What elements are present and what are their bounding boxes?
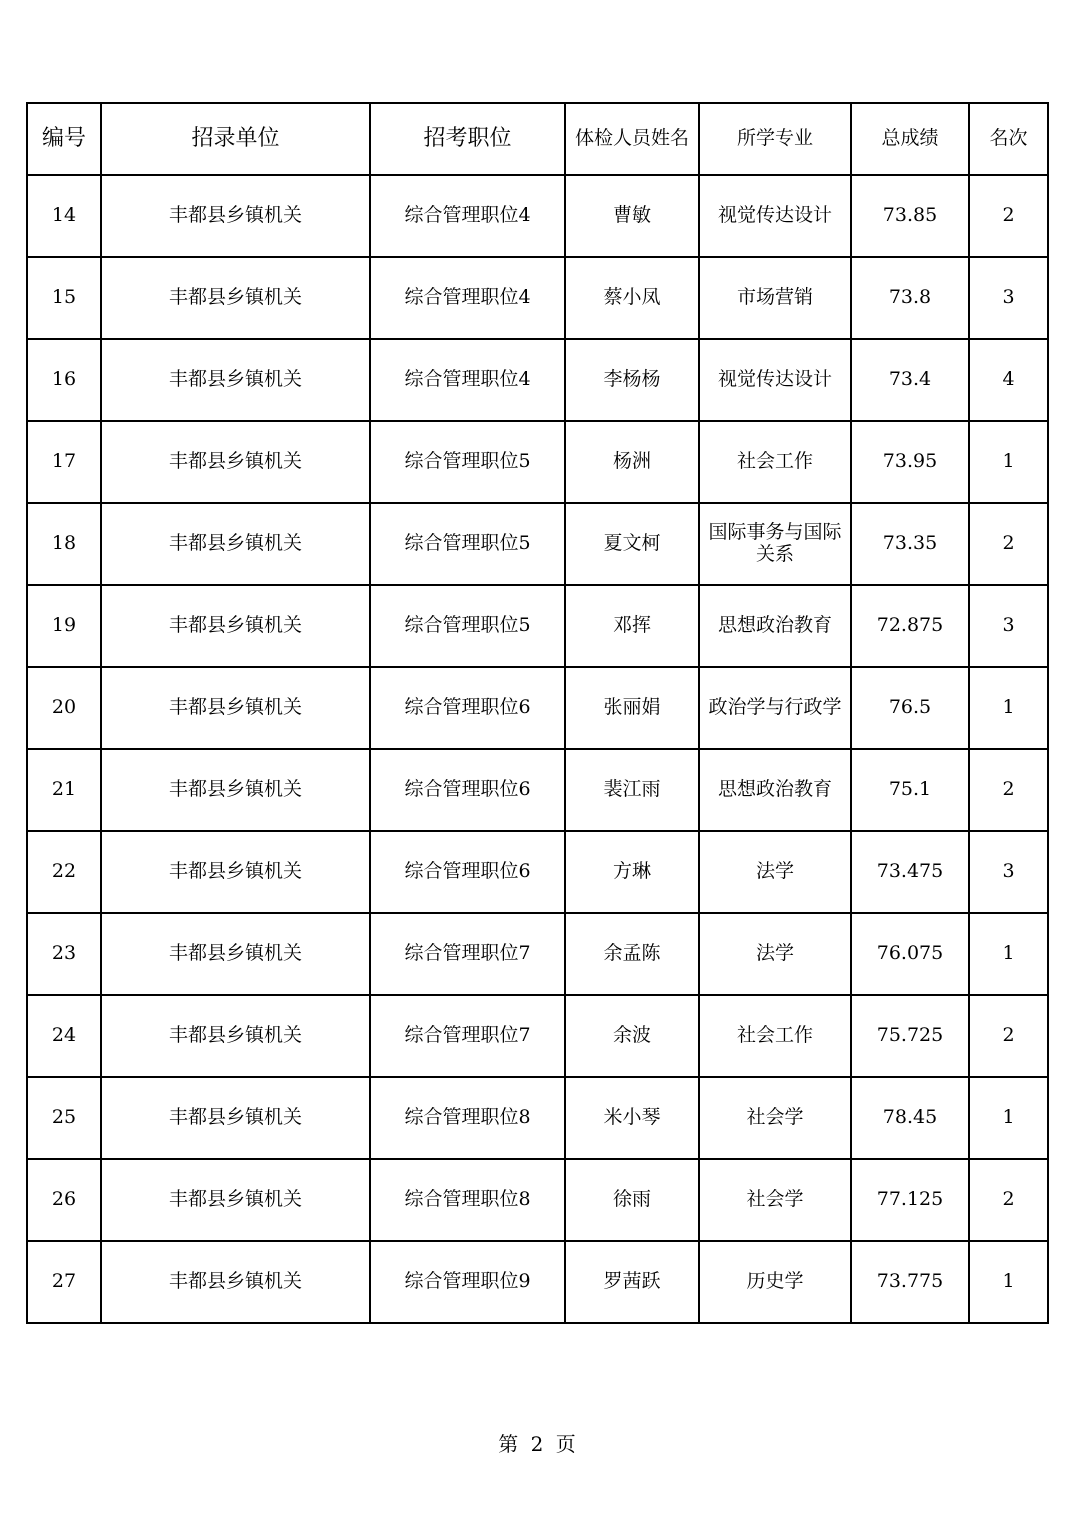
cell-major: 法学 xyxy=(699,831,851,913)
cell-employer: 丰都县乡镇机关 xyxy=(101,995,370,1077)
cell-total-score: 73.95 xyxy=(851,421,969,503)
cell-total-score: 73.4 xyxy=(851,339,969,421)
cell-id: 21 xyxy=(27,749,101,831)
cell-rank: 3 xyxy=(969,257,1048,339)
cell-id: 27 xyxy=(27,1241,101,1323)
cell-major: 思想政治教育 xyxy=(699,585,851,667)
header-total-score: 总成绩 xyxy=(851,103,969,175)
table-row xyxy=(27,749,1048,831)
cell-major: 视觉传达设计 xyxy=(699,339,851,421)
cell-rank: 1 xyxy=(969,421,1048,503)
cell-total-score: 73.8 xyxy=(851,257,969,339)
cell-major: 历史学 xyxy=(699,1241,851,1323)
cell-employer: 丰都县乡镇机关 xyxy=(101,257,370,339)
table-row xyxy=(27,995,1048,1077)
cell-position: 综合管理职位9 xyxy=(370,1241,565,1323)
header-position: 招考职位 xyxy=(370,103,565,175)
table-row xyxy=(27,667,1048,749)
table-row xyxy=(27,1159,1048,1241)
header-employer: 招录单位 xyxy=(101,103,370,175)
cell-candidate-name: 徐雨 xyxy=(565,1159,699,1241)
cell-rank: 1 xyxy=(969,1241,1048,1323)
cell-employer: 丰都县乡镇机关 xyxy=(101,1077,370,1159)
cell-major: 社会学 xyxy=(699,1159,851,1241)
cell-rank: 4 xyxy=(969,339,1048,421)
cell-employer: 丰都县乡镇机关 xyxy=(101,175,370,257)
table-row xyxy=(27,421,1048,503)
cell-total-score: 76.5 xyxy=(851,667,969,749)
cell-rank: 2 xyxy=(969,995,1048,1077)
cell-major: 政治学与行政学 xyxy=(699,667,851,749)
table-row xyxy=(27,831,1048,913)
table-row xyxy=(27,257,1048,339)
cell-id: 14 xyxy=(27,175,101,257)
cell-major: 社会学 xyxy=(699,1077,851,1159)
table-header-row xyxy=(27,103,1048,175)
table-row xyxy=(27,175,1048,257)
cell-candidate-name: 蔡小凤 xyxy=(565,257,699,339)
cell-position: 综合管理职位7 xyxy=(370,995,565,1077)
cell-major: 国际事务与国际关系 xyxy=(699,503,851,585)
cell-rank: 2 xyxy=(969,503,1048,585)
header-id: 编号 xyxy=(27,103,101,175)
cell-candidate-name: 李杨杨 xyxy=(565,339,699,421)
cell-position: 综合管理职位6 xyxy=(370,831,565,913)
cell-candidate-name: 罗茜跃 xyxy=(565,1241,699,1323)
cell-total-score: 78.45 xyxy=(851,1077,969,1159)
table-row xyxy=(27,1077,1048,1159)
cell-position: 综合管理职位6 xyxy=(370,667,565,749)
table-row xyxy=(27,585,1048,667)
cell-major: 市场营销 xyxy=(699,257,851,339)
cell-major: 法学 xyxy=(699,913,851,995)
cell-position: 综合管理职位5 xyxy=(370,503,565,585)
header-rank: 名次 xyxy=(969,103,1048,175)
cell-employer: 丰都县乡镇机关 xyxy=(101,421,370,503)
cell-position: 综合管理职位8 xyxy=(370,1077,565,1159)
cell-position: 综合管理职位7 xyxy=(370,913,565,995)
cell-candidate-name: 裴江雨 xyxy=(565,749,699,831)
cell-employer: 丰都县乡镇机关 xyxy=(101,1241,370,1323)
cell-candidate-name: 曹敏 xyxy=(565,175,699,257)
cell-position: 综合管理职位4 xyxy=(370,175,565,257)
cell-rank: 1 xyxy=(969,1077,1048,1159)
cell-major: 思想政治教育 xyxy=(699,749,851,831)
cell-id: 15 xyxy=(27,257,101,339)
cell-major: 社会工作 xyxy=(699,995,851,1077)
cell-employer: 丰都县乡镇机关 xyxy=(101,749,370,831)
cell-candidate-name: 米小琴 xyxy=(565,1077,699,1159)
cell-id: 18 xyxy=(27,503,101,585)
cell-total-score: 73.475 xyxy=(851,831,969,913)
cell-id: 23 xyxy=(27,913,101,995)
cell-id: 16 xyxy=(27,339,101,421)
cell-candidate-name: 张丽娟 xyxy=(565,667,699,749)
results-table xyxy=(26,102,1049,1324)
table-row xyxy=(27,503,1048,585)
cell-id: 17 xyxy=(27,421,101,503)
table-row xyxy=(27,1241,1048,1323)
header-major: 所学专业 xyxy=(699,103,851,175)
cell-candidate-name: 余孟陈 xyxy=(565,913,699,995)
cell-position: 综合管理职位4 xyxy=(370,257,565,339)
cell-employer: 丰都县乡镇机关 xyxy=(101,831,370,913)
cell-rank: 1 xyxy=(969,913,1048,995)
cell-candidate-name: 邓挥 xyxy=(565,585,699,667)
cell-candidate-name: 余波 xyxy=(565,995,699,1077)
page-number: 第 2 页 xyxy=(498,1432,576,1456)
cell-employer: 丰都县乡镇机关 xyxy=(101,503,370,585)
cell-total-score: 73.775 xyxy=(851,1241,969,1323)
cell-position: 综合管理职位5 xyxy=(370,585,565,667)
cell-candidate-name: 夏文柯 xyxy=(565,503,699,585)
table-row xyxy=(27,913,1048,995)
table-row xyxy=(27,339,1048,421)
table-body xyxy=(27,175,1048,1323)
cell-rank: 3 xyxy=(969,585,1048,667)
cell-total-score: 73.35 xyxy=(851,503,969,585)
cell-position: 综合管理职位4 xyxy=(370,339,565,421)
cell-id: 26 xyxy=(27,1159,101,1241)
cell-total-score: 75.1 xyxy=(851,749,969,831)
cell-employer: 丰都县乡镇机关 xyxy=(101,667,370,749)
cell-id: 20 xyxy=(27,667,101,749)
cell-rank: 2 xyxy=(969,175,1048,257)
cell-major: 社会工作 xyxy=(699,421,851,503)
cell-rank: 2 xyxy=(969,749,1048,831)
cell-rank: 1 xyxy=(969,667,1048,749)
cell-candidate-name: 方琳 xyxy=(565,831,699,913)
cell-total-score: 77.125 xyxy=(851,1159,969,1241)
header-candidate-name: 体检人员姓名 xyxy=(565,103,699,175)
cell-employer: 丰都县乡镇机关 xyxy=(101,585,370,667)
cell-major: 视觉传达设计 xyxy=(699,175,851,257)
cell-position: 综合管理职位5 xyxy=(370,421,565,503)
cell-rank: 3 xyxy=(969,831,1048,913)
cell-candidate-name: 杨洲 xyxy=(565,421,699,503)
cell-id: 24 xyxy=(27,995,101,1077)
cell-id: 22 xyxy=(27,831,101,913)
cell-total-score: 76.075 xyxy=(851,913,969,995)
cell-position: 综合管理职位8 xyxy=(370,1159,565,1241)
cell-position: 综合管理职位6 xyxy=(370,749,565,831)
cell-employer: 丰都县乡镇机关 xyxy=(101,339,370,421)
cell-id: 19 xyxy=(27,585,101,667)
cell-employer: 丰都县乡镇机关 xyxy=(101,1159,370,1241)
cell-total-score: 73.85 xyxy=(851,175,969,257)
cell-total-score: 75.725 xyxy=(851,995,969,1077)
cell-rank: 2 xyxy=(969,1159,1048,1241)
cell-employer: 丰都县乡镇机关 xyxy=(101,913,370,995)
cell-total-score: 72.875 xyxy=(851,585,969,667)
cell-id: 25 xyxy=(27,1077,101,1159)
